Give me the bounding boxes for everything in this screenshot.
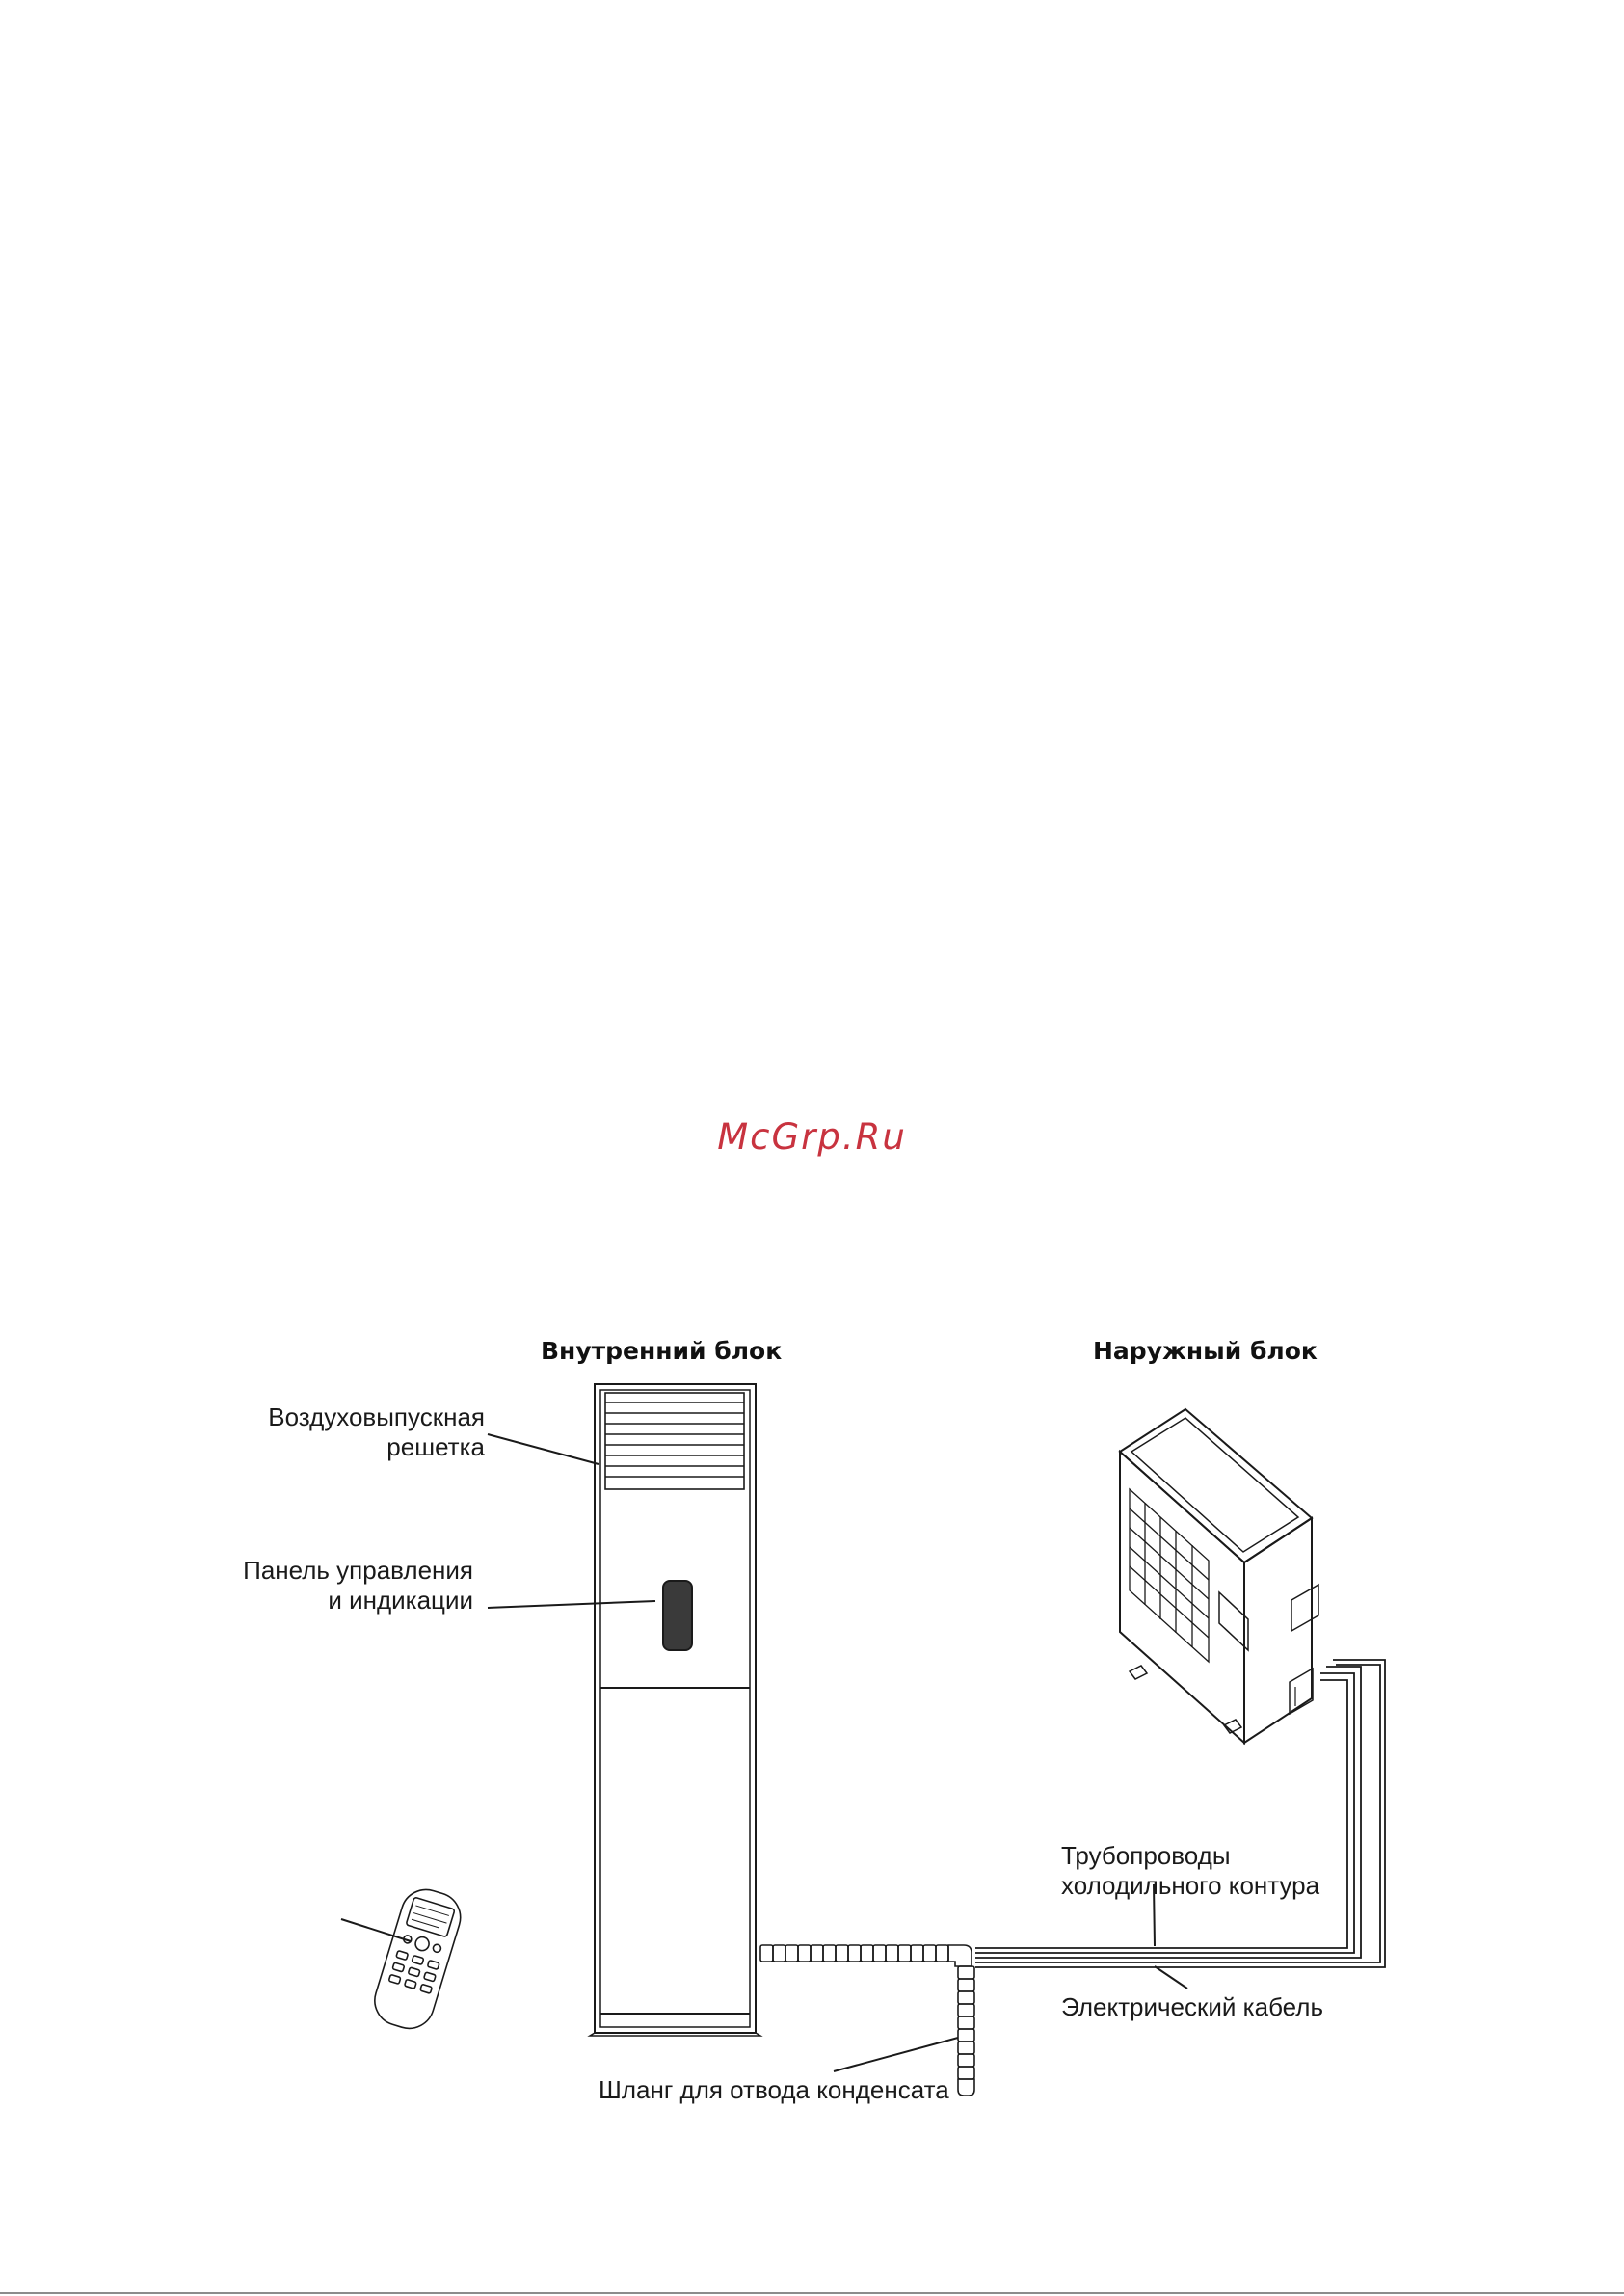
cable-leader — [1155, 1966, 1187, 1989]
drain-hose-label: Шланг для отвода конденсата — [599, 2075, 949, 2104]
watermark: McGrp.Ru — [717, 1116, 907, 1158]
air-grille-leader — [488, 1434, 599, 1464]
pipes-leader — [1154, 1884, 1155, 1946]
refrigerant-pipes-label-line2: холодильного контура — [1061, 1871, 1320, 1900]
electric-cable-label: Электрический кабель — [1061, 1992, 1323, 2021]
remote-leader — [341, 1919, 411, 1941]
control-panel-leader — [488, 1601, 655, 1608]
fan-grille — [1130, 1489, 1209, 1662]
refrigerant-pipes-label-line1: Трубопроводы — [1061, 1841, 1231, 1870]
drain-hose-leader — [834, 2038, 958, 2071]
drain-hose — [760, 1945, 974, 2096]
indoor-unit — [590, 1384, 760, 2036]
indoor-unit-heading: Внутренний блок — [541, 1337, 783, 1365]
air-outlet-grille — [605, 1393, 744, 1489]
control-panel-label-line2: и индикации — [328, 1586, 473, 1615]
air-grille-label-line1: Воздуховыпускная — [268, 1402, 485, 1431]
refrigerant-pipes — [975, 1660, 1385, 1967]
control-panel-label-line1: Панель управления — [243, 1556, 473, 1585]
outdoor-unit-heading: Наружный блок — [1093, 1337, 1318, 1365]
remote-control — [368, 1883, 466, 2035]
air-grille-label-line2: решетка — [386, 1432, 485, 1461]
outdoor-unit — [1120, 1409, 1318, 1743]
control-panel-display — [663, 1581, 692, 1650]
